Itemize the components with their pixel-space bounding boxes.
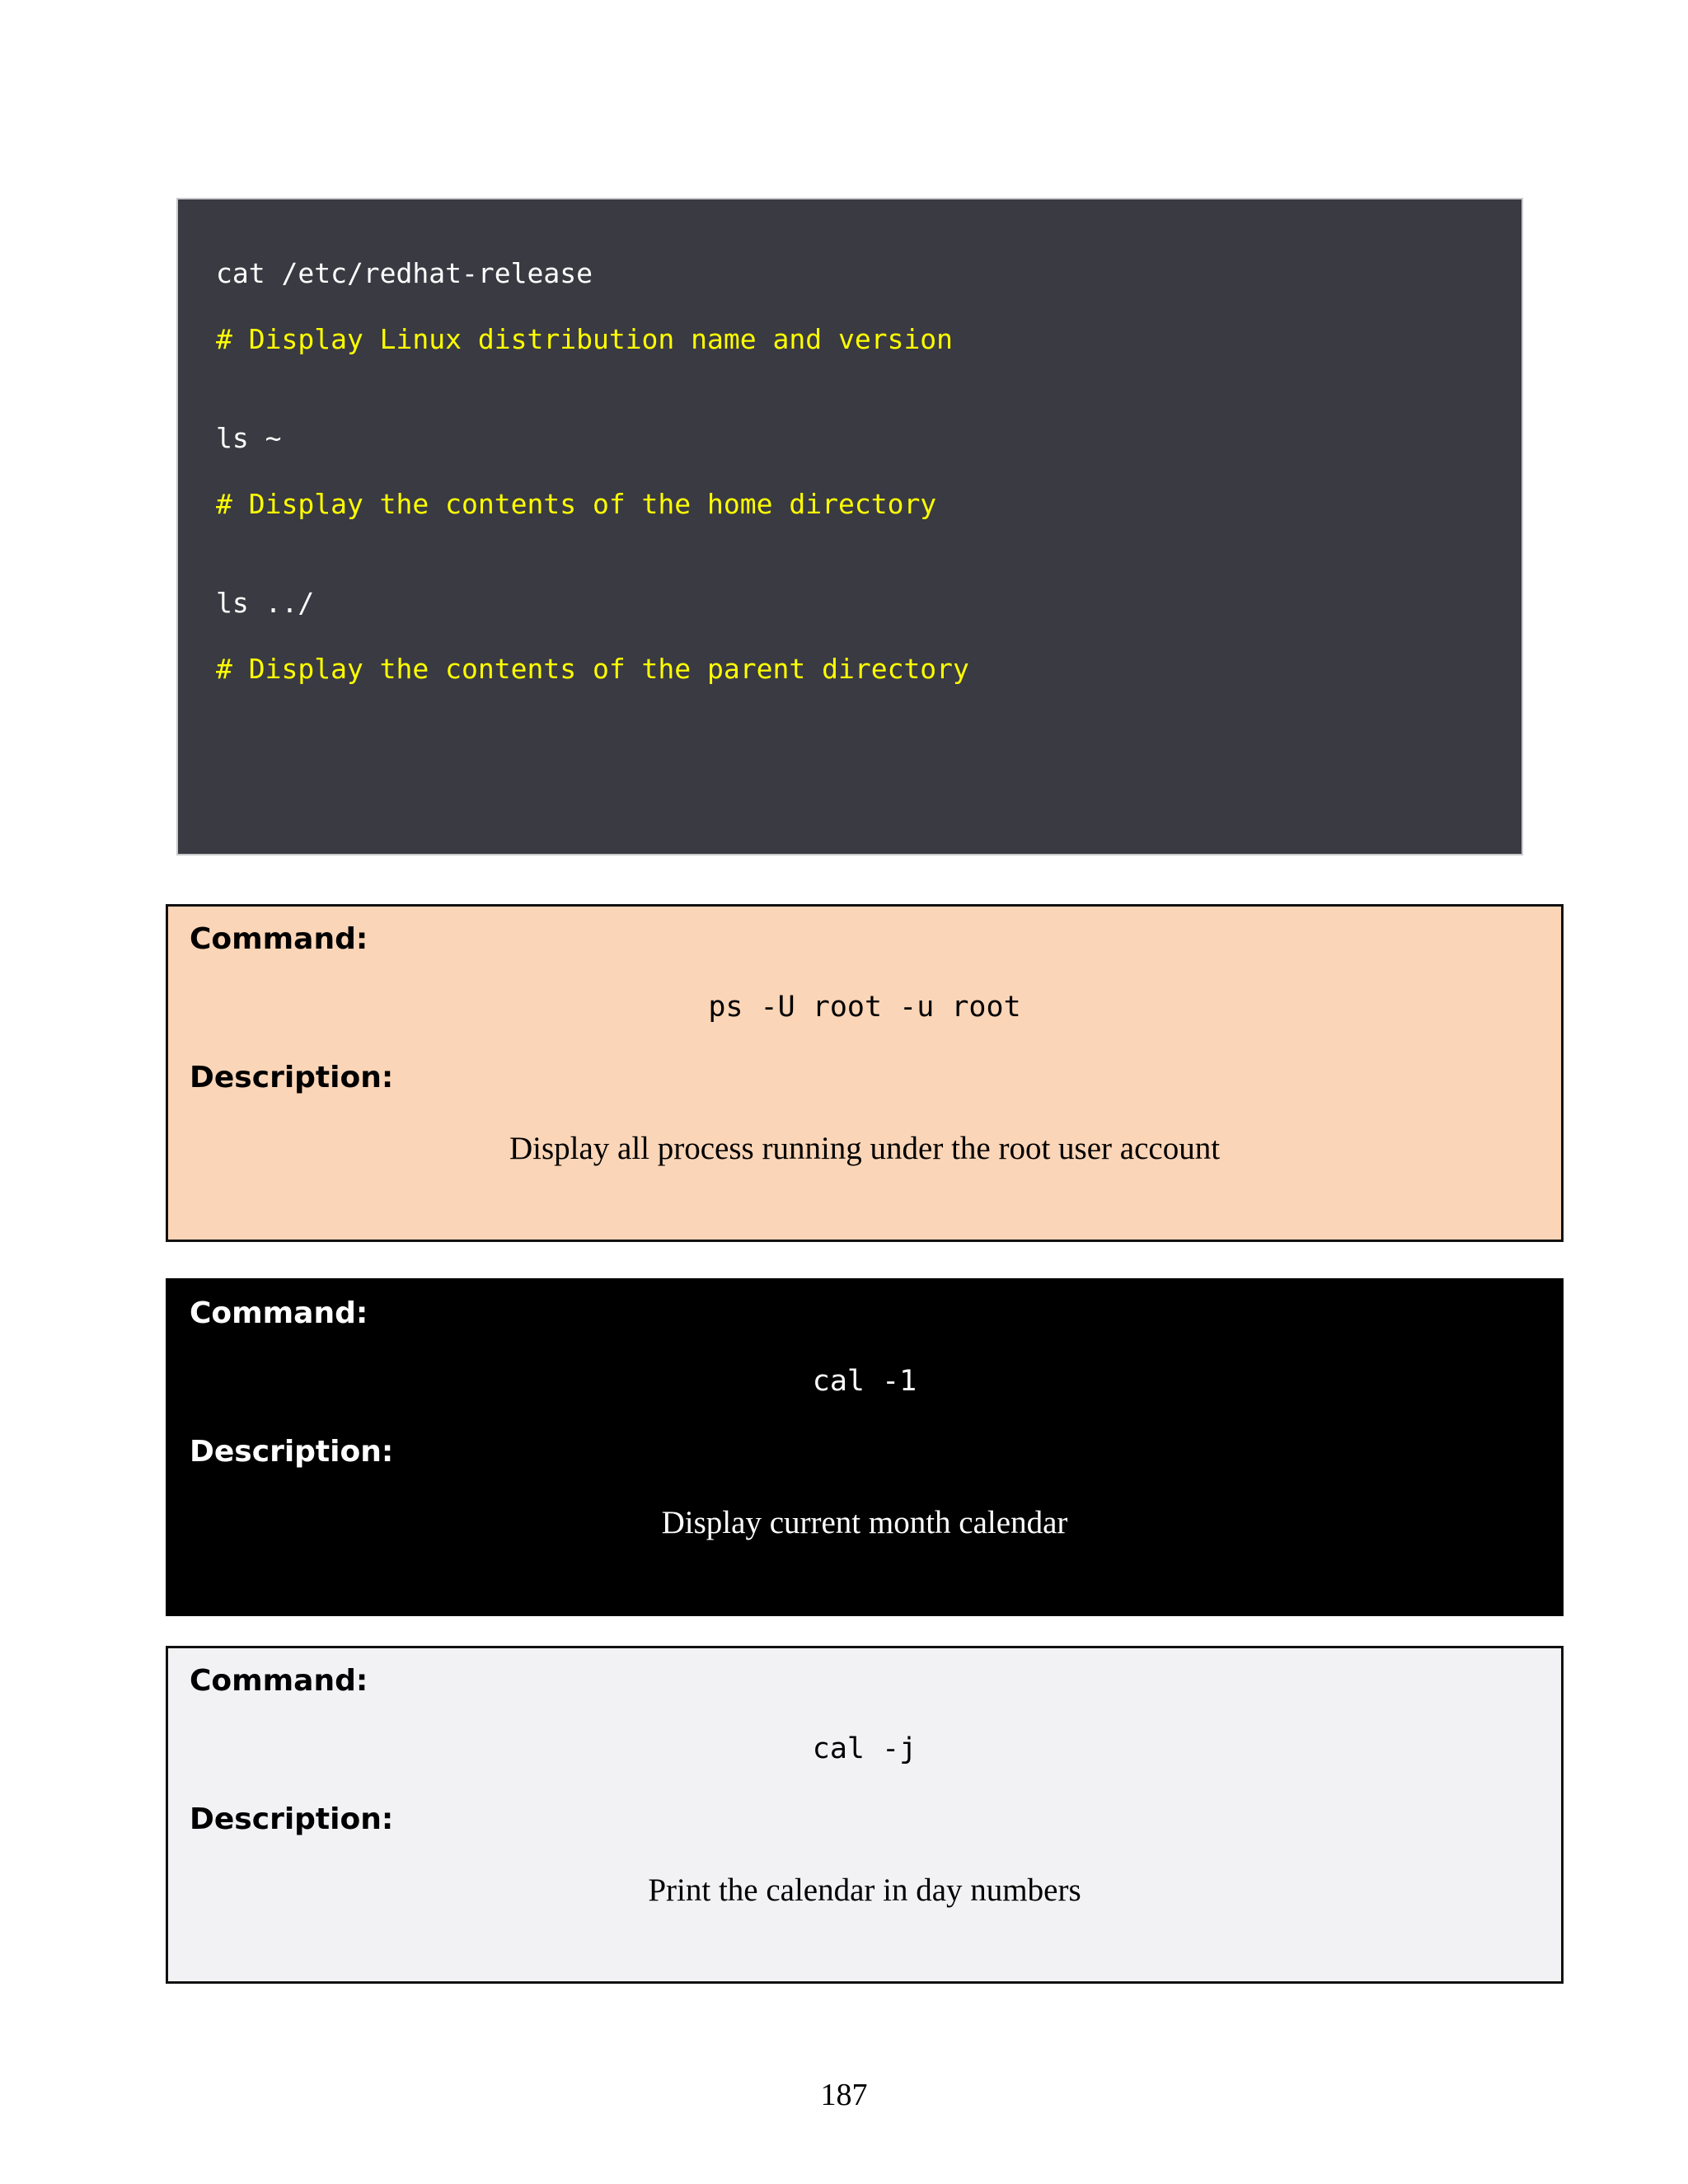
- command-label: Command:: [190, 1664, 368, 1698]
- code-group: [216, 587, 1522, 686]
- code-block: [176, 198, 1523, 855]
- command-label: Command:: [190, 922, 368, 956]
- code-comment: # Display the contents of the home directory: [216, 488, 937, 520]
- command-label: Command:: [190, 1296, 368, 1330]
- description-label: Description:: [190, 1061, 394, 1094]
- command-card-ps: [166, 904, 1564, 1242]
- description-label: Description:: [190, 1802, 394, 1836]
- page-number: 187: [820, 2078, 868, 2112]
- command-card-cal-j: [166, 1646, 1564, 1984]
- command-text: cal -1: [812, 1365, 917, 1398]
- description-label: Description:: [190, 1435, 394, 1469]
- description-text: Display all process running under the root user account: [509, 1131, 1221, 1166]
- command-card-cal-1: [166, 1278, 1564, 1616]
- code-command: cat /etc/redhat-release: [216, 257, 593, 289]
- code-group: [216, 422, 1522, 521]
- code-group: [216, 257, 1522, 356]
- code-comment: # Display the contents of the parent directory: [216, 653, 969, 685]
- code-command: ls ~: [216, 422, 282, 454]
- code-comment: # Display Linux distribution name and version: [216, 323, 954, 355]
- command-text: cal -j: [812, 1732, 917, 1765]
- command-text: ps -U root -u root: [708, 991, 1021, 1024]
- description-text: Display current month calendar: [661, 1505, 1068, 1540]
- description-text: Print the calendar in day numbers: [648, 1872, 1081, 1908]
- code-command: ls ../: [216, 587, 315, 619]
